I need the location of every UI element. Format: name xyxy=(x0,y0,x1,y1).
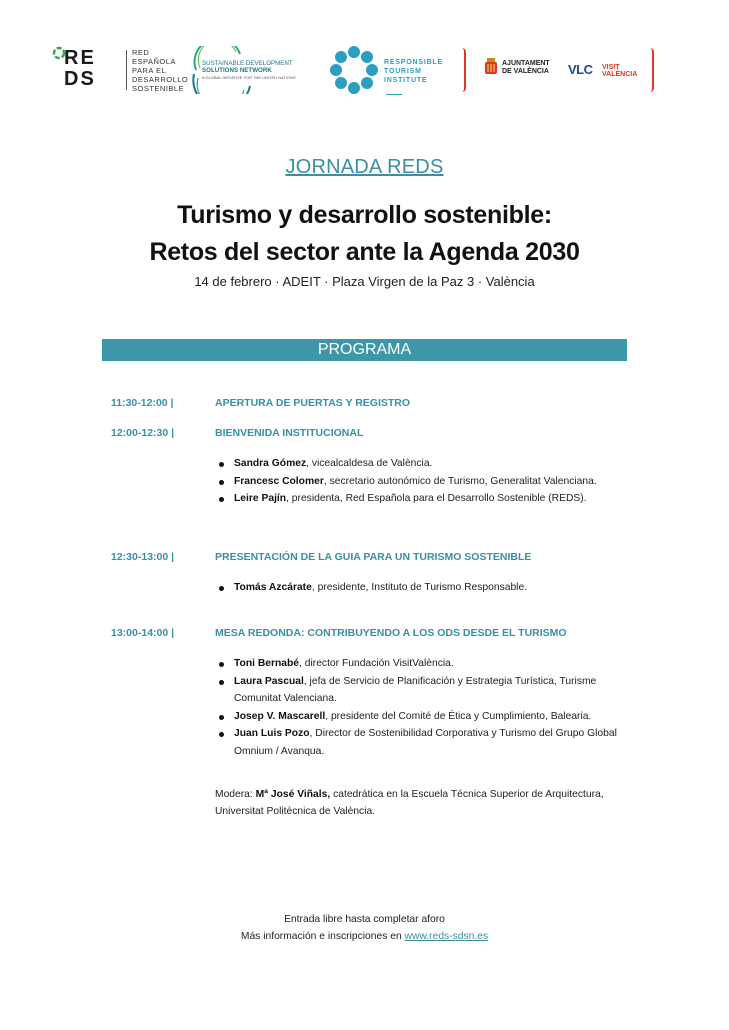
ajuntament-line2: DE VALÈNCIA xyxy=(502,68,549,75)
moderator-role: catedrática en la Escuela Técnica Superior de Arquitectura, Universitat Politècnica de València. xyxy=(215,789,604,817)
reds-monogram xyxy=(64,48,96,90)
speaker-role: , Director de Sostenibilidad Corporativa y Turismo del Grupo Global Omnium / Avanqua. xyxy=(234,728,617,757)
sdsn-line1: SUSTAINABLE DEVELOPMENT xyxy=(202,60,293,67)
sdsn-line2: SOLUTIONS NETWORK xyxy=(202,67,272,74)
vlc-tagline xyxy=(602,64,637,78)
event-info: 14 de febrero · ADEIT · Plaza Virgen de la Paz 3 · València xyxy=(194,274,535,289)
footer-info-text: Más información e inscripciones en xyxy=(240,931,405,942)
moderator-note xyxy=(215,787,645,820)
valencia-crest-icon xyxy=(484,58,498,76)
ajuntament-logo xyxy=(484,58,554,82)
speaker-name: Leire Pajín xyxy=(234,493,287,504)
rti-logo xyxy=(328,44,458,100)
speaker-role: , presidente del Comité de Ética y Cumplimiento, Balearia. xyxy=(325,710,592,722)
reds-text-line: PARA EL xyxy=(132,66,167,75)
speaker-name: Juan Luis Pozo xyxy=(234,728,310,739)
vlc-tagline-bottom: VALÈNCIA xyxy=(602,71,638,78)
reds-text-line: RED xyxy=(132,48,150,57)
sdsn-logo xyxy=(190,46,300,94)
speaker-name: Toni Bernabé xyxy=(234,658,300,669)
footer-info xyxy=(0,931,729,942)
speaker-role: , secretario autonómico de Turismo, Generalitat Valenciana. xyxy=(323,475,597,487)
website-link[interactable]: www.reds-sdsn.es xyxy=(404,931,489,942)
speaker-item xyxy=(215,579,635,597)
reds-letters-top: RE xyxy=(64,47,96,69)
sdsn-name xyxy=(202,60,293,74)
speaker-role: , presidente, Instituto de Turismo Responsable. xyxy=(311,582,528,593)
session-time: 12:00-12:30 | xyxy=(111,427,175,439)
reds-text-line: ESPAÑOLA xyxy=(132,57,176,66)
logo-separator xyxy=(650,48,654,92)
speaker-item xyxy=(215,490,635,508)
session-title: PRESENTACIÓN DE LA GUIA PARA UN TURISMO SOSTENIBLE xyxy=(215,551,532,563)
session-title: MESA REDONDA: CONTRIBUYENDO A LOS ODS DESDE EL TURISMO xyxy=(215,627,567,639)
moderator-prefix: Modera: xyxy=(215,789,256,800)
session-time: 13:00-14:00 | xyxy=(111,627,175,639)
reds-text-line: DESARROLLO xyxy=(132,75,189,84)
logo-separator xyxy=(462,48,466,92)
speaker-list xyxy=(215,579,635,597)
rti-underline xyxy=(386,94,402,95)
speaker-item xyxy=(215,455,635,473)
visit-valencia-logo xyxy=(568,62,648,82)
session-time: 11:30-12:00 | xyxy=(111,397,174,409)
ajuntament-name xyxy=(502,60,550,76)
reds-text-line: SOSTENIBLE xyxy=(132,84,185,93)
rti-flower-icon xyxy=(328,44,380,96)
speaker-name: Francesc Colomer xyxy=(234,475,324,487)
session-title: APERTURA DE PUERTAS Y REGISTRO xyxy=(215,397,411,409)
speaker-role: , director Fundación VisitValència. xyxy=(299,658,454,669)
speaker-item xyxy=(215,473,635,491)
programa-label: PROGRAMA xyxy=(317,341,412,358)
footer-admission: Entrada libre hasta completar aforo xyxy=(284,914,445,925)
session-time: 12:30-13:00 | xyxy=(111,551,175,563)
programa-banner xyxy=(102,339,627,361)
speaker-name: Sandra Gómez xyxy=(234,458,307,469)
speaker-item xyxy=(215,725,635,760)
event-label: JORNADA REDS xyxy=(285,156,444,178)
reds-text xyxy=(132,48,188,93)
ajuntament-line1: AJUNTAMENT xyxy=(502,60,550,67)
vlc-tagline-top: VISIT xyxy=(602,64,620,71)
moderator-name: Mª José Viñals, xyxy=(255,789,331,800)
rti-line: TOURISM xyxy=(384,68,422,75)
reds-divider xyxy=(126,50,127,90)
reds-letters-bottom: DS xyxy=(64,68,96,90)
speaker-item xyxy=(215,673,635,708)
speaker-item xyxy=(215,655,635,673)
speaker-list xyxy=(215,655,635,760)
vlc-letters: VLC xyxy=(568,62,593,77)
speaker-name: Tomás Azcárate xyxy=(234,582,312,593)
sdsn-tagline: A GLOBAL INITIATIVE FOR THE UNITED NATIONS xyxy=(202,75,296,80)
rti-line: RESPONSIBLE xyxy=(384,59,443,66)
speaker-item xyxy=(215,708,635,726)
speaker-name: Josep V. Mascarell xyxy=(234,710,326,722)
speaker-role: , vicealcaldesa de València. xyxy=(306,458,433,469)
page-title-line1: Turismo y desarrollo sostenible: xyxy=(177,201,552,229)
rti-name xyxy=(384,58,443,85)
speaker-name: Laura Pascual xyxy=(234,675,304,687)
speaker-role: , presidenta, Red Española para el Desarrollo Sostenible (REDS). xyxy=(286,493,587,504)
speaker-role: , jefa de Servicio de Planificación y Estrategia Turística, Turisme Comunitat Valenciana. xyxy=(234,675,597,704)
session-title: BIENVENIDA INSTITUCIONAL xyxy=(215,427,364,439)
rti-line: INSTITUTE xyxy=(384,77,428,84)
page-title-line2: Retos del sector ante la Agenda 2030 xyxy=(149,238,580,266)
speaker-list xyxy=(215,455,635,508)
